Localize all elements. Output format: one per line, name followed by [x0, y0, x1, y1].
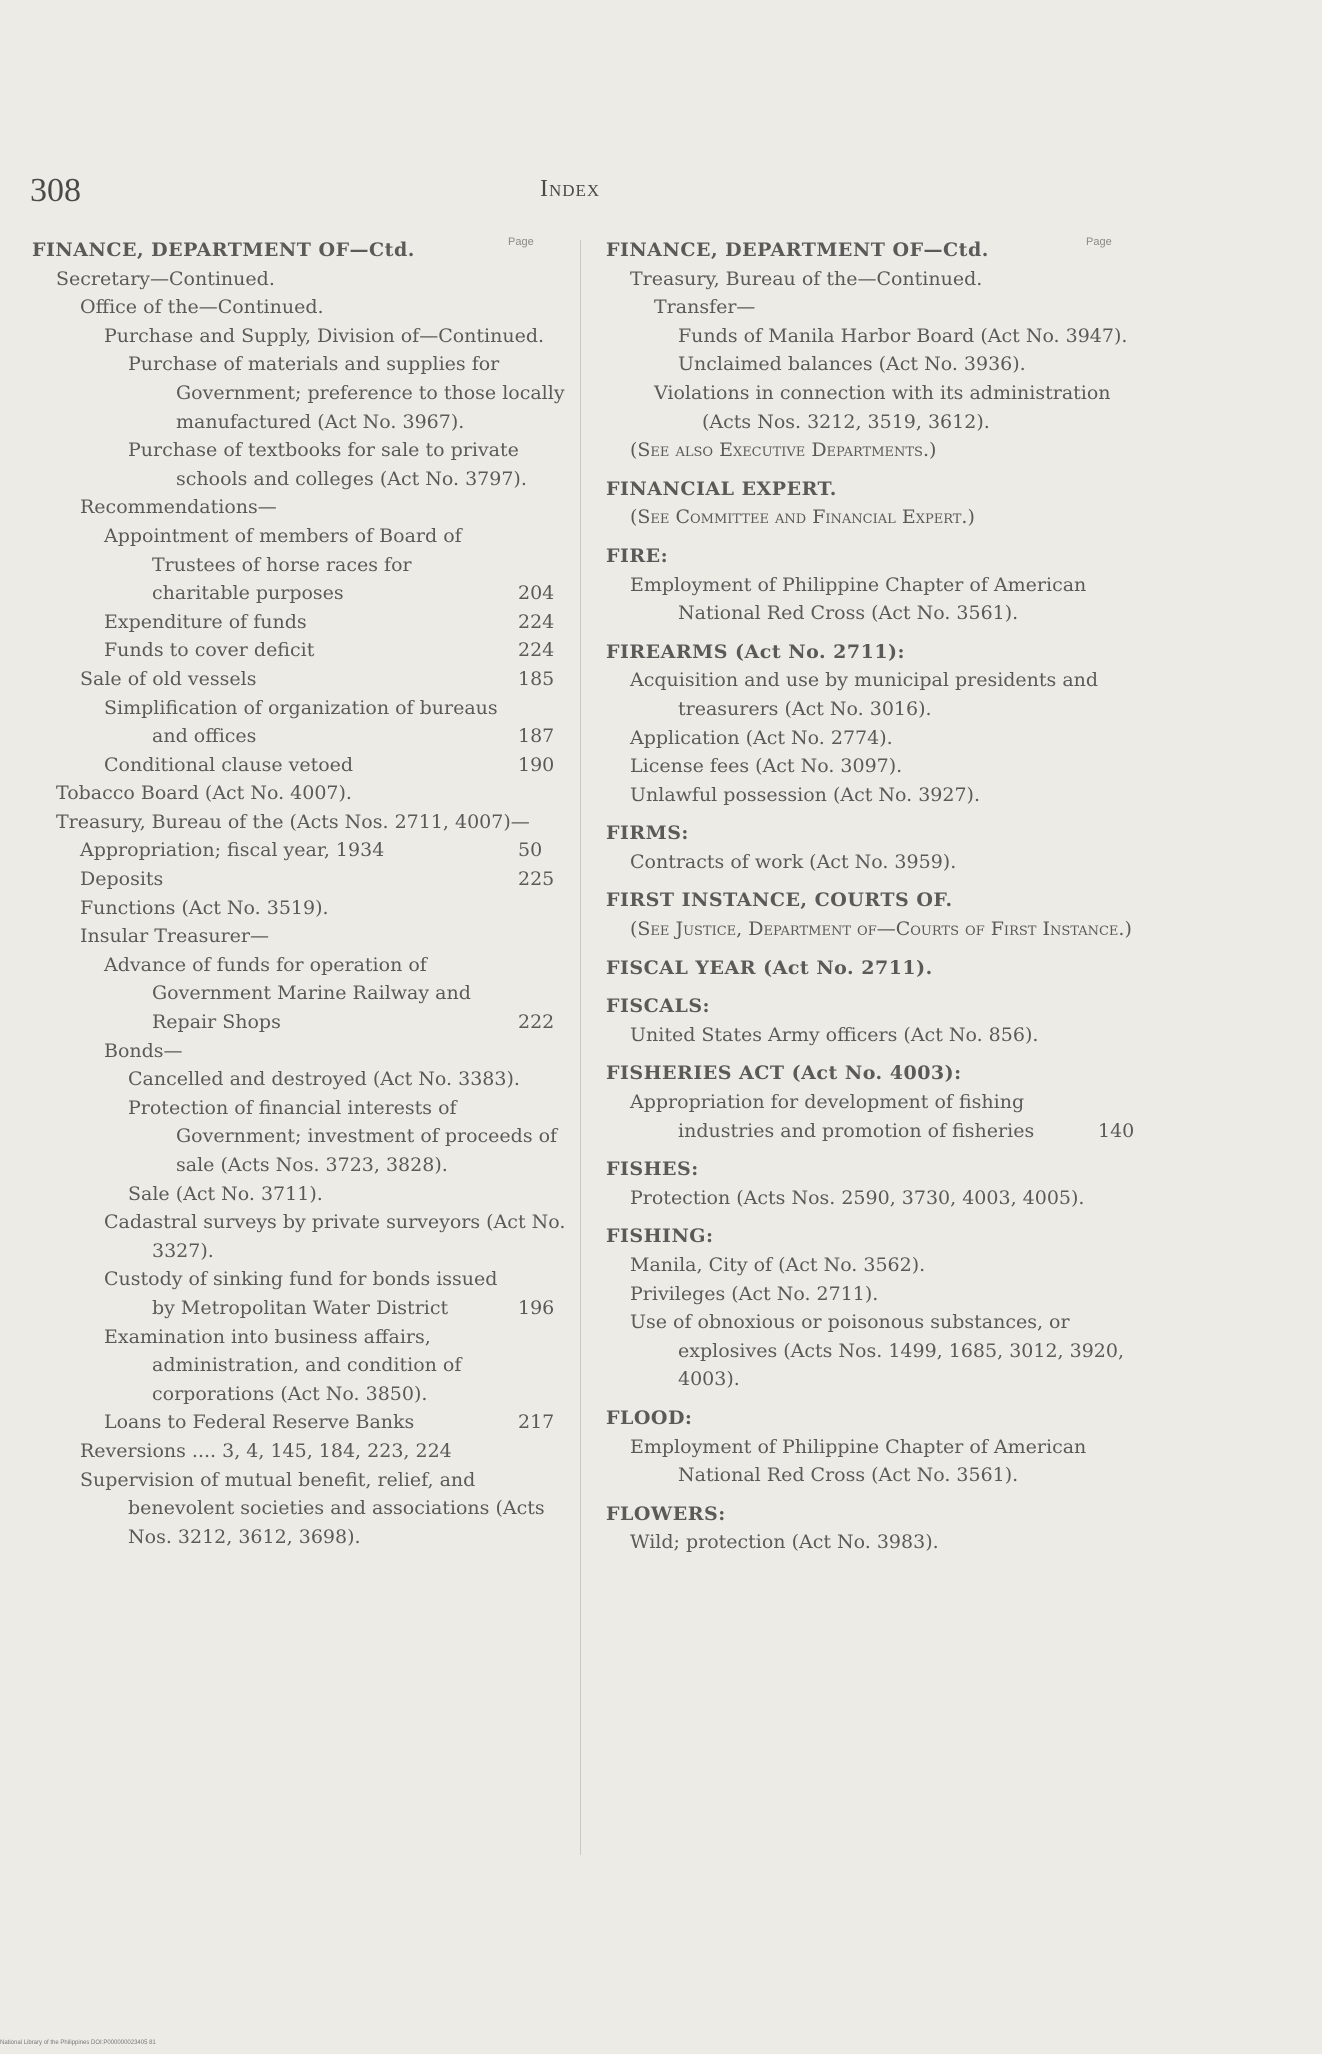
entry-text: (See also Executive Departments.) [630, 439, 937, 462]
entry-text: (See Committee and Financial Expert.) [630, 506, 975, 529]
entry-text: Manila, City of (Act No. 3562). [630, 1254, 926, 1276]
entry-text: Employment of Philippine Chapter of American National Red Cross (Act No. 3561). [630, 1435, 1087, 1487]
index-entry [606, 379, 1146, 436]
index-entry [32, 1037, 566, 1066]
entry-text: Privileges (Act No. 2711). [630, 1282, 879, 1305]
entry-text: Protection (Acts Nos. 2590, 3730, 4003, 4005). [630, 1186, 1085, 1209]
index-entry [606, 666, 1146, 723]
entry-text: Cadastral surveys by private surveyors (Act No. 3327). [104, 1211, 566, 1262]
index-entry [32, 1208, 566, 1265]
index-entry [606, 915, 1146, 944]
index-entry [606, 781, 1146, 810]
entry-text: FIRE: [606, 544, 669, 567]
entry-text: Employment of Philippine Chapter of American National Red Cross (Act No. 3561). [630, 573, 1087, 625]
entry-text: Sale of old vessels [80, 667, 257, 690]
entry-text: Secretary—Continued. [56, 267, 275, 290]
entry-text: Unclaimed balances (Act No. 3936). [678, 353, 1026, 376]
index-entry [32, 1323, 566, 1409]
index-entry [606, 293, 1146, 322]
index-entry [606, 752, 1146, 781]
index-entry: Advance of funds for operation of Government Marine Railway and Repair Shops 222 [104, 953, 555, 1034]
entry-text: FISHING: [606, 1225, 714, 1248]
entry-text: Acquisition and use by municipal presidents and treasurers (Act No. 3016). [630, 669, 1099, 720]
entry-text: Violations in connection with its administration (Acts Nos. 3212, 3519, 3612). [654, 381, 1111, 433]
index-entry [32, 493, 566, 522]
entry-text: Purchase of materials and supplies for Government; preference to those locally manufactured (Act No. 3967). [128, 353, 565, 433]
index-entry [606, 265, 1146, 294]
index-entry [606, 1021, 1146, 1050]
entry-text: FLOWERS: [606, 1502, 726, 1525]
entry-text: Conditional clause vetoed [104, 753, 354, 776]
index-column-left [32, 236, 566, 1551]
entry-text: FISHES: [606, 1158, 699, 1181]
index-heading [606, 236, 1146, 265]
index-entry: Funds to cover deficit 224 [104, 639, 555, 662]
entry-text: Appropriation; fiscal year, 1934 [80, 839, 385, 862]
entry-text: Purchase of textbooks for sale to private schools and colleges (Act No. 3797). [128, 439, 527, 490]
entry-text: Funds to cover deficit [104, 639, 315, 662]
entry-text: Use of obnoxious or poisonous substances, or explosives (Acts Nos. 1499, 1685, 3012, 3920, 4003). [630, 1311, 1125, 1391]
index-entry [32, 1094, 566, 1180]
index-entry [606, 1308, 1146, 1394]
entry-text: Purchase and Supply, Division of—Continued. [104, 324, 545, 347]
entry-text: Treasury, Bureau of the (Acts Nos. 2711, 4007)— [56, 810, 530, 833]
entry-text: FISCALS: [606, 995, 711, 1018]
index-entry: Appropriation for development of fishing industries and promotion of fisheries 140 [630, 1091, 1135, 1142]
entry-text: Reversions [80, 1439, 186, 1462]
entry-text: Appropriation for development of fishing industries and promotion of fisheries [630, 1091, 1035, 1142]
index-entry [606, 571, 1146, 628]
index-entry: Appropriation; fiscal year, 1934 50 [80, 839, 543, 862]
entry-text: FIREARMS (Act No. 2711): [606, 640, 906, 663]
index-entry [32, 350, 566, 436]
entry-text: FINANCE, DEPARTMENT OF—Ctd. [606, 239, 989, 261]
page-column-label-right: Page [1086, 236, 1112, 248]
index-entry: Conditional clause vetoed 190 [104, 753, 555, 776]
entry-text: FISCAL YEAR (Act No. 2711). [606, 956, 933, 979]
index-column-right [606, 236, 1146, 1557]
entry-text: Treasury, Bureau of the—Continued. [630, 267, 983, 290]
index-entry [32, 1180, 566, 1209]
entry-text: Supervision of mutual benefit, relief, and benevolent societies and associations (Acts Nos. 3212, 3612, 3698). [80, 1468, 545, 1548]
entry-text: Expenditure of funds [104, 610, 307, 633]
index-entry [606, 724, 1146, 753]
index-entry: Expenditure of funds 224 [104, 610, 555, 633]
index-entry: Appointment of members of Board of Trustees of horse races for charitable purposes 204 [104, 524, 555, 605]
index-entry [32, 922, 566, 951]
entry-text: Sale (Act No. 3711). [128, 1182, 323, 1205]
index-entry [606, 350, 1146, 379]
index-heading [606, 1404, 1146, 1433]
entry-text: Custody of sinking fund for bonds issued by Metropolitan Water District [104, 1268, 498, 1319]
index-entry: Simplification of organization of bureaus and offices 187 [104, 696, 555, 748]
entry-text: Transfer— [654, 296, 756, 319]
index-heading [606, 1500, 1146, 1529]
entry-text: Bonds— [104, 1039, 183, 1062]
index-entry [32, 808, 566, 837]
scan-footer: National Library of the Philippines DOI:P000000023405 81 [0, 2040, 156, 2046]
entry-text: FLOOD: [606, 1406, 693, 1429]
entry-text: Unlawful possession (Act No. 3927). [630, 783, 981, 806]
index-entry [606, 322, 1146, 351]
entry-text: Loans to Federal Reserve Banks [104, 1411, 415, 1434]
index-entry [32, 1437, 566, 1466]
entry-text: Deposits [80, 868, 164, 891]
page-column-label-left: Page [508, 236, 534, 248]
entry-text: Tobacco Board (Act No. 4007). [56, 782, 352, 805]
index-heading [606, 1059, 1146, 1088]
page-number: 308 [30, 172, 81, 209]
index-entry: Loans to Federal Reserve Banks 217 [104, 1411, 555, 1434]
index-entry [606, 503, 1146, 532]
entry-text: Recommendations— [80, 496, 277, 519]
entry-text: Funds of Manila Harbor Board (Act No. 3947). [678, 324, 1128, 347]
entry-text: FINANCE, DEPARTMENT OF—Ctd. [32, 239, 415, 261]
index-entry [606, 848, 1146, 877]
index-entry [606, 436, 1146, 465]
index-heading [606, 475, 1146, 504]
entry-text: Protection of financial interests of Government; investment of proceeds of sale (Acts Nos. 3723, 3828). [128, 1096, 558, 1176]
index-entry [606, 1433, 1146, 1490]
entry-text: FISHERIES ACT (Act No. 4003): [606, 1062, 962, 1085]
index-entry [32, 322, 566, 351]
index-entry [32, 779, 566, 808]
index-entry: Deposits 225 [80, 868, 555, 891]
running-head: Index [540, 176, 601, 202]
index-entry [32, 1466, 566, 1552]
index-entry [32, 894, 566, 923]
entry-text: Insular Treasurer— [80, 925, 269, 948]
index-entry [606, 1280, 1146, 1309]
index-heading [606, 1155, 1146, 1184]
column-divider [580, 240, 581, 1855]
entry-page-ref: .... 3, 4, 145, 184, 223, 224 [185, 1439, 452, 1462]
entry-text: FINANCIAL EXPERT. [606, 477, 837, 500]
index-heading [32, 236, 566, 265]
entry-text: Contracts of work (Act No. 3959). [630, 850, 957, 873]
entry-text: Simplification of organization of bureaus and offices [104, 696, 498, 748]
index-heading [606, 954, 1146, 983]
entry-text: Appointment of members of Board of Trustees of horse races for charitable purposes [104, 524, 462, 605]
index-heading [606, 638, 1146, 667]
index-entry: Sale of old vessels 185 [80, 667, 555, 690]
entry-text: License fees (Act No. 3097). [630, 755, 903, 778]
index-heading [606, 1222, 1146, 1251]
index-entry [606, 1251, 1146, 1280]
index-entry [32, 1065, 566, 1094]
index-heading [606, 542, 1146, 571]
index-heading [606, 886, 1146, 915]
entry-text: FIRMS: [606, 822, 689, 845]
index-entry [32, 265, 566, 294]
entry-text: United States Army officers (Act No. 856). [630, 1023, 1039, 1046]
entry-text: (See Justice, Department of—Courts of First Instance.) [630, 918, 1132, 941]
entry-text: Application (Act No. 2774). [630, 726, 893, 749]
index-heading [606, 992, 1146, 1021]
index-entry [32, 293, 566, 322]
index-entry [32, 436, 566, 493]
entry-text: Wild; protection (Act No. 3983). [630, 1531, 939, 1554]
entry-text: Functions (Act No. 3519). [80, 896, 329, 919]
index-entry [606, 1184, 1146, 1213]
entry-text: Examination into business affairs, administration, and condition of corporations (Act No. 3850). [104, 1325, 462, 1405]
entry-text: FIRST INSTANCE, COURTS OF. [606, 889, 953, 912]
index-heading [606, 819, 1146, 848]
index-entry [606, 1528, 1146, 1557]
entry-text: Office of the—Continued. [80, 296, 324, 319]
entry-text: Advance of funds for operation of Government Marine Railway and Repair Shops [104, 953, 471, 1034]
index-entry: Custody of sinking fund for bonds issued by Metropolitan Water District 196 [104, 1268, 555, 1319]
entry-text: Cancelled and destroyed (Act No. 3383). [128, 1068, 520, 1091]
